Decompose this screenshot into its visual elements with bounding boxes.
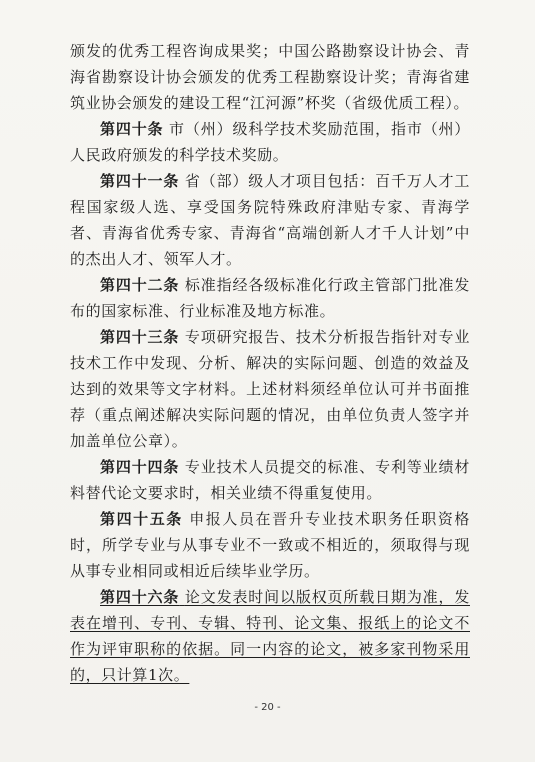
article-42 bbox=[70, 272, 470, 324]
article-44 bbox=[70, 454, 470, 506]
page-number: - 20 - bbox=[254, 702, 281, 713]
document-body bbox=[70, 38, 470, 688]
article-46 bbox=[70, 584, 470, 688]
article-42-heading: 第四十二条 bbox=[100, 276, 180, 294]
article-41-heading: 第四十一条 bbox=[100, 172, 180, 190]
article-44-text: 专业技术人员提交的标准、专利等业绩材料替代论文要求时，相关业绩不得重复使用。 bbox=[70, 458, 470, 502]
article-45 bbox=[70, 506, 470, 584]
article-46-text: 论文发表时间以版权页所载日期为准，发表在增刊、专刊、专辑、特刊、论文集、报纸上的论文不作为评审职称的依据。同一内容的论文，被多家刊物采用的，只计算1次。 bbox=[70, 588, 470, 684]
article-41 bbox=[70, 168, 470, 272]
article-46-heading: 第四十六条 bbox=[100, 588, 180, 606]
article-43 bbox=[70, 324, 470, 454]
paragraph-1 bbox=[70, 38, 470, 116]
article-45-heading: 第四十五条 bbox=[100, 510, 183, 528]
article-45-text: 申报人员在晋升专业技术职务任职资格时，所学专业与从事专业不一致或不相近的，须取得与现从事专业相同或相近后续毕业学历。 bbox=[70, 510, 470, 580]
paragraph-1-text: 颁发的优秀工程咨询成果奖；中国公路勘察设计协会、青海省勘察设计协会颁发的优秀工程勘察设计奖；青海省建筑业协会颁发的建设工程“江河源”杯奖（省级优质工程）。 bbox=[70, 42, 470, 112]
article-40 bbox=[70, 116, 470, 168]
article-44-heading: 第四十四条 bbox=[100, 458, 180, 476]
article-43-heading: 第四十三条 bbox=[100, 328, 180, 346]
article-43-text: 专项研究报告、技术分析报告指针对专业技术工作中发现、分析、解决的实际问题、创造的效益及达到的效果等文字材料。上述材料须经单位认可并书面推荐（重点阐述解决实际问题的情况，由单位负责人签字并加盖单位公章）。 bbox=[70, 328, 470, 450]
article-40-heading: 第四十条 bbox=[100, 120, 164, 138]
article-41-text: 省（部）级人才项目包括：百千万人才工程国家级人选、享受国务院特殊政府津贴专家、青海学者、青海省优秀专家、青海省“高端创新人才千人计划”中的杰出人才、领军人才。 bbox=[70, 172, 470, 268]
article-40-text: 市（州）级科学技术奖励范围，指市（州）人民政府颁发的科学技术奖励。 bbox=[70, 120, 470, 164]
article-42-text: 标准指经各级标准化行政主管部门批准发布的国家标准、行业标准及地方标准。 bbox=[70, 276, 470, 320]
